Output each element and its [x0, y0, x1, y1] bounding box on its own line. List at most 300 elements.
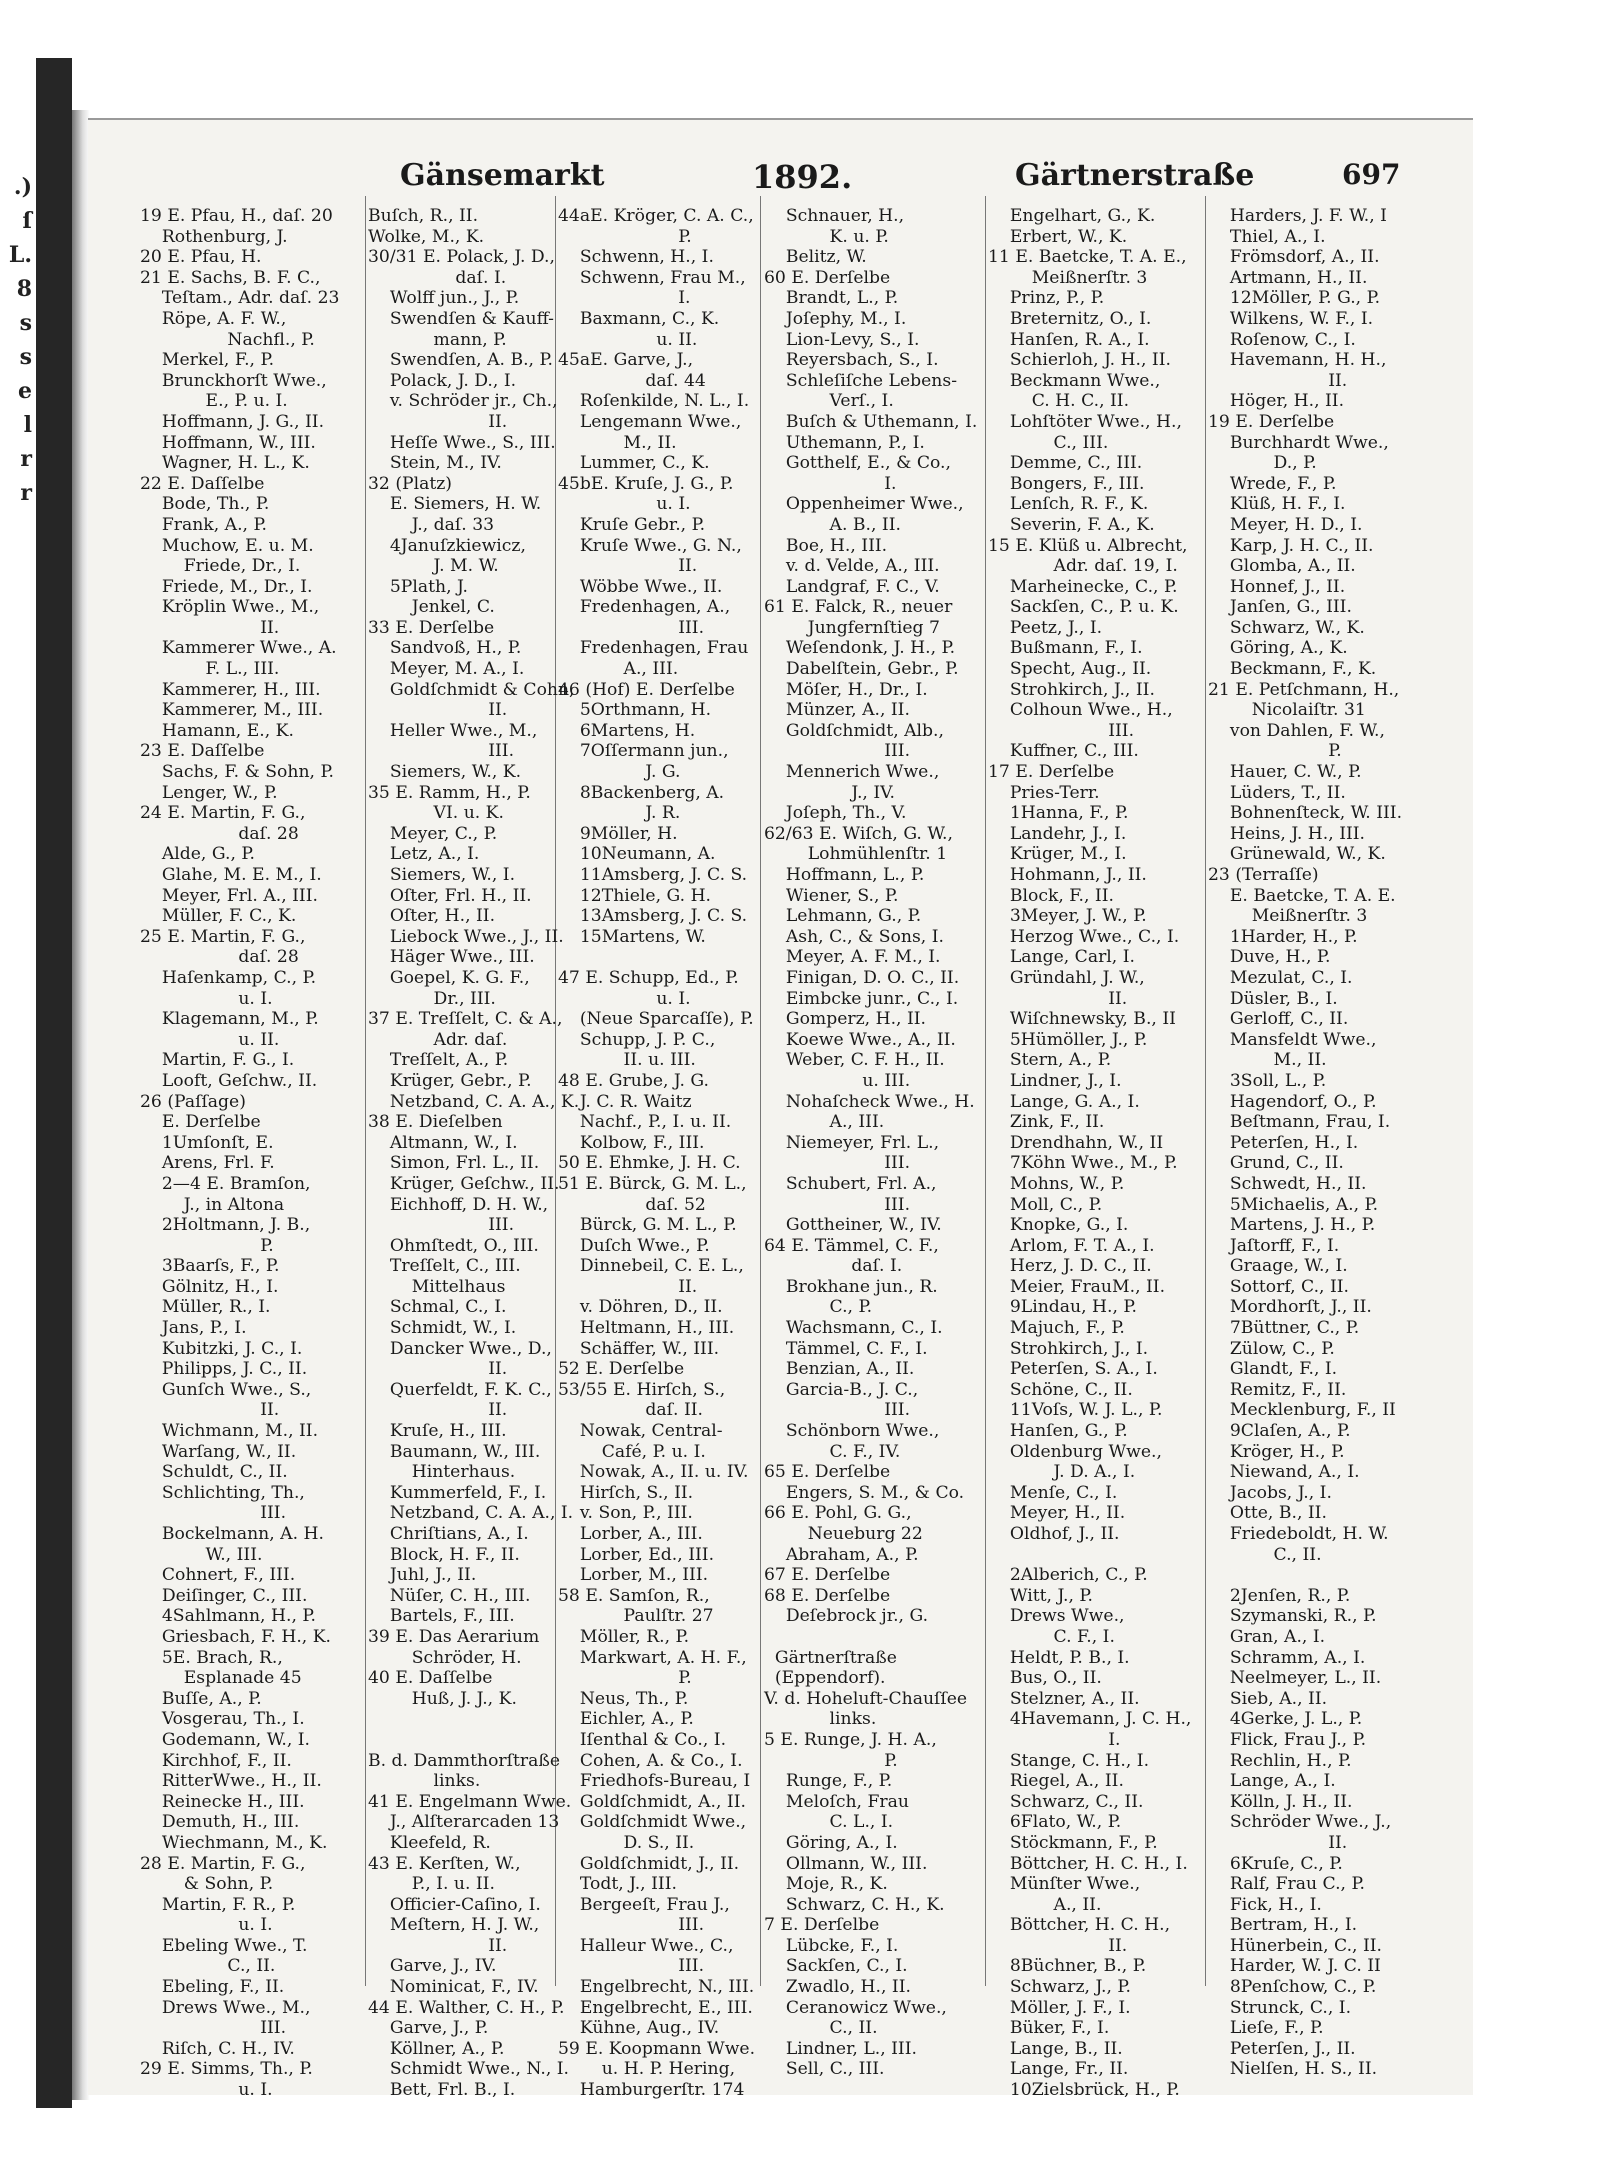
directory-entry-line: P.	[558, 226, 692, 247]
directory-entry-line: Burchhardt Wwe.,	[1208, 432, 1389, 453]
previous-page-edge	[0, 170, 36, 550]
directory-entry-line: Bode, Th., P.	[140, 494, 270, 515]
directory-entry-line: J., Alſterarcaden 13	[368, 1812, 560, 1833]
directory-entry-line: Grünewald, W., K.	[1208, 844, 1386, 865]
entries-column-2	[368, 206, 580, 2101]
directory-entry-line: Artmann, H., II.	[1208, 267, 1368, 288]
directory-entry-line: Adr. daſ. 19, I.	[988, 556, 1178, 577]
directory-entry-line: Weber, C. F. H., II.	[764, 1050, 945, 1071]
directory-entry-line: Kruſe Gebr., P.	[558, 514, 706, 535]
directory-entry-line: Stern, A., P.	[988, 1050, 1112, 1071]
directory-entry-line: 26 (Paſſage)	[140, 1091, 246, 1112]
directory-entry-line: Böttcher, H. C. H., I.	[988, 1853, 1188, 1874]
directory-entry-line: Zink, F., II.	[988, 1112, 1105, 1133]
directory-entry-line: Schönborn Wwe.,	[764, 1421, 940, 1442]
directory-entry-line: J. M. W.	[368, 556, 499, 577]
directory-entry-line: Engelbrecht, N., III.	[558, 1977, 755, 1998]
directory-entry-line: Kummerfeld, F., I.	[368, 1482, 547, 1503]
directory-entry-line: Schramm, A., I.	[1208, 1647, 1366, 1668]
directory-entry-line: Strunck, C., I.	[1208, 1997, 1352, 2018]
directory-entry-line: Paulſtr. 27	[558, 1606, 714, 1627]
directory-entry-line: Ebeling, F., II.	[140, 1977, 285, 1998]
directory-entry-line: Göring, A., K.	[1208, 638, 1348, 659]
directory-entry-line: Bürck, G. M. L., P.	[558, 1215, 737, 1236]
directory-entry-line: Demme, C., III.	[988, 453, 1143, 474]
directory-entry-line: Lenſch, R. F., K.	[988, 494, 1149, 515]
directory-entry-line: II.	[1208, 1832, 1348, 1853]
directory-entry-line: Peterſen, S. A., I.	[988, 1359, 1158, 1380]
directory-entry-line: Sottorf, C., II.	[1208, 1276, 1349, 1297]
directory-entry-line: P.	[558, 1668, 692, 1689]
directory-entry-line: Honnef, J., II.	[1208, 576, 1346, 597]
directory-entry-line: 59 E. Koopmann Wwe.	[558, 2038, 756, 2059]
directory-entry-line: III.	[558, 617, 705, 638]
directory-entry-line: 11Amsberg, J. C. S.	[558, 865, 748, 885]
directory-entry-line: Martens, J. H., P.	[1208, 1215, 1376, 1236]
directory-entry-line: Hamann, E., K.	[140, 720, 294, 741]
directory-entry-line: 33 E. Derſelbe	[368, 617, 495, 638]
directory-entry-line: 51 E. Bürck, G. M. L.,	[558, 1173, 747, 1194]
directory-entry-line: Glomba, A., II.	[1208, 556, 1356, 577]
directory-entry-line: Friede, M., Dr., I.	[140, 576, 313, 597]
directory-entry-line: 39 E. Das Aerarium	[368, 1626, 540, 1647]
directory-entry-line: u. I.	[558, 988, 691, 1009]
directory-entry-line: Büker, F., I.	[988, 2018, 1110, 2039]
directory-entry-line: Sell, C., III.	[764, 2059, 885, 2080]
previous-page-fragment: s	[19, 310, 32, 336]
directory-entry-line: Jungfernſtieg 7	[764, 617, 940, 638]
directory-entry-line: Harder, W. J. C. II	[1208, 1956, 1381, 1977]
directory-entry-line: Garcia-B., J. C.,	[764, 1379, 919, 1400]
directory-entry-line: B. d. Dammthorſtraße	[368, 1750, 561, 1771]
directory-entry-line: Friedeboldt, H. W.	[1208, 1524, 1389, 1544]
directory-entry-line: 41 E. Engelmann Wwe.	[368, 1791, 572, 1812]
directory-entry-line: Bett, Frl. B., I.	[368, 2080, 516, 2101]
directory-entry-line: Lorber, A., III.	[558, 1524, 703, 1544]
directory-entry-line: Goldſchmidt, Alb.,	[764, 720, 944, 741]
directory-entry-line: Röpe, A. F. W.,	[140, 308, 287, 329]
directory-entry-line: Stange, C. H., I.	[988, 1750, 1150, 1771]
directory-entry-line: Gran, A., I.	[1208, 1626, 1326, 1647]
directory-entry-line: 12Möller, P. G., P.	[1208, 288, 1381, 309]
directory-entry-line: Kruſe, H., III.	[368, 1421, 507, 1442]
directory-entry-line: Nielſen, H. S., II.	[1208, 2059, 1378, 2080]
directory-entry-line: Swendſen, A. B., P.	[368, 350, 554, 371]
directory-entry-line: Otte, B., II.	[1208, 1503, 1327, 1524]
directory-entry-line: 1Hanna, F., P.	[988, 803, 1129, 824]
directory-entry-line: 4Havemann, J. C. H.,	[988, 1709, 1192, 1730]
directory-entry-line: 2—4 E. Bramſon,	[140, 1173, 311, 1194]
directory-entry-line: Glahe, M. E. M., I.	[140, 865, 322, 885]
directory-entry-line: Wagner, H. L., K.	[140, 453, 310, 474]
directory-entry-line: 21 E. Sachs, B. F. C.,	[140, 267, 321, 288]
directory-entry-line: Häger Wwe., III.	[368, 947, 535, 968]
directory-entry-line: Wiener, S., P.	[764, 885, 899, 906]
directory-entry-line: 3Soll, L., P.	[1208, 1070, 1327, 1091]
directory-entry-line: daſ. 28	[140, 823, 299, 844]
directory-entry-line: Moje, R., K.	[764, 1874, 888, 1895]
directory-entry-line: Zülow, C., P.	[1208, 1338, 1335, 1359]
directory-entry-line: Officier-Caſino, I.	[368, 1894, 541, 1915]
directory-entry-line: Schleſiſche Lebens-	[764, 370, 957, 391]
directory-entry-line: Nohaſcheck Wwe., H.	[764, 1091, 975, 1112]
directory-entry-line: 5Hümöller, J., P.	[988, 1029, 1148, 1050]
directory-entry-line: Szymanski, R., P.	[1208, 1606, 1377, 1627]
directory-entry-line: Möller, R., P.	[558, 1626, 690, 1647]
directory-entry-line: Remitz, F., II.	[1208, 1379, 1347, 1400]
directory-entry-line: Flick, Frau J., P.	[1208, 1729, 1367, 1750]
directory-entry-line: E. Derſelbe	[140, 1112, 261, 1133]
directory-entry-line: Hoffmann, J. G., II.	[140, 411, 325, 432]
directory-entry-line: Menſe, C., I.	[988, 1482, 1118, 1503]
directory-entry-line: 67 E. Derſelbe	[764, 1565, 891, 1586]
directory-entry-line: Karp, J. H. C., II.	[1208, 535, 1374, 556]
directory-entry-line: Schmidt, W., I.	[368, 1318, 517, 1339]
directory-entry-line: Lion-Levy, S., I.	[764, 329, 920, 350]
directory-entry-line: Nicolaiſtr. 31	[1208, 700, 1366, 721]
directory-entry-line: 44 E. Walther, C. H., P.	[368, 1997, 565, 2018]
directory-entry-line: Simon, Frl. L., II.	[368, 1153, 540, 1174]
directory-entry-line: Hamburgerſtr. 174	[558, 2080, 745, 2101]
directory-entry-line: 5Michaelis, A., P.	[1208, 1194, 1379, 1215]
directory-entry-line	[368, 1730, 553, 1751]
directory-entry-line: 4Sahlmann, H., P.	[140, 1606, 316, 1627]
directory-entry-line: Lengemann Wwe.,	[558, 411, 742, 432]
directory-entry-line: (Neue Sparcaſſe), P.	[558, 1009, 754, 1030]
directory-entry-line: I.	[988, 1729, 1121, 1750]
directory-entry-line: E., P. u. I.	[140, 391, 288, 412]
directory-entry-line: 46 (Hof) E. Derſelbe	[558, 679, 735, 700]
directory-entry-line: Meißnerſtr. 3	[1208, 906, 1368, 927]
directory-entry-line: III.	[988, 720, 1135, 741]
directory-entry-line: Fredenhagen, A.,	[558, 597, 731, 618]
directory-entry-line: Kuffner, C., III.	[988, 741, 1139, 762]
directory-entry-line: Letz, A., I.	[368, 844, 480, 865]
directory-entry-line: Siemers, W., I.	[368, 865, 516, 885]
directory-entry-line: II.	[368, 1935, 508, 1956]
directory-entry-line: Sieb, A., II.	[1208, 1688, 1328, 1709]
directory-entry-line: 65 E. Derſelbe	[764, 1462, 891, 1483]
directory-entry-line: 23 (Terraſſe)	[1208, 865, 1319, 885]
directory-entry-line: Peterſen, H., I.	[1208, 1132, 1359, 1153]
directory-entry-line: J. G.	[558, 762, 681, 783]
directory-entry-line: Lange, Fr., II.	[988, 2059, 1129, 2080]
directory-entry-line: Schlichting, Th.,	[140, 1482, 305, 1503]
directory-entry-line: Arlom, F. T. A., I.	[988, 1235, 1155, 1256]
directory-entry-line: Prinz, P., P.	[988, 288, 1105, 309]
previous-page-fragment: s	[19, 344, 32, 370]
directory-entry-line: 9Lindau, H., P.	[988, 1297, 1137, 1318]
directory-entry-line: II.	[140, 617, 280, 638]
directory-entry-line: II.	[368, 700, 508, 721]
entries-column-4	[764, 206, 982, 2080]
directory-entry-line: Schmal, C., I.	[368, 1297, 507, 1318]
directory-entry-line: Frank, A., P.	[140, 514, 267, 535]
directory-entry-line: Strohkirch, J., I.	[988, 1338, 1149, 1359]
directory-entry-line: Schöne, C., II.	[988, 1379, 1133, 1400]
directory-entry-line: 5E. Brach, R.,	[140, 1647, 283, 1668]
directory-entry-line: Krüger, Geſchw., II.	[368, 1173, 560, 1194]
directory-entry-line	[1208, 1565, 1470, 1586]
directory-entry-line: daſ. 28	[140, 947, 299, 968]
directory-entry-line: Verſ., I.	[764, 391, 894, 412]
directory-entry-line: Schwenn, Frau M.,	[558, 267, 746, 288]
directory-entry-line: u. III.	[764, 1070, 911, 1091]
directory-entry-line: Dr., III.	[368, 988, 496, 1009]
directory-entry-line: Philipps, J. C., II.	[140, 1359, 308, 1380]
directory-entry-line: Lübcke, F., I.	[764, 1935, 899, 1956]
directory-entry-line: Beckmann Wwe.,	[988, 370, 1161, 391]
directory-entry-line: Kammerer, M., III.	[140, 700, 324, 721]
directory-entry-line: P.	[1208, 741, 1342, 762]
directory-entry-line: Ash, C., & Sons, I.	[764, 926, 944, 947]
directory-entry-line: Demuth, H., III.	[140, 1812, 300, 1833]
directory-entry-line: Gärtnerſtraße	[764, 1647, 897, 1668]
directory-entry-line: Engers, S. M., & Co.	[764, 1482, 965, 1503]
directory-entry-line: u. II.	[140, 1029, 280, 1050]
directory-entry-line: Harders, J. F. W., I	[1208, 206, 1387, 226]
directory-entry-line: J. D. A., I.	[988, 1462, 1136, 1483]
directory-entry-line: Oſter, H., II.	[368, 906, 496, 927]
directory-entry-line: Münzer, A., II.	[764, 700, 910, 721]
directory-entry-line: 15Martens, W.	[558, 926, 706, 947]
directory-entry-line: Block, H. F., II.	[368, 1544, 520, 1565]
directory-entry-line: Riegel, A., II.	[988, 1771, 1124, 1792]
directory-entry-line: Havemann, H. H.,	[1208, 350, 1387, 371]
directory-entry-line: K. u. P.	[764, 226, 889, 247]
directory-entry-line: Bergeeſt, Frau J.,	[558, 1894, 730, 1915]
previous-page-fragment: .)	[13, 174, 32, 200]
directory-entry-line: Beckmann, F., K.	[1208, 659, 1377, 680]
directory-entry-line: Schröder Wwe., J.,	[1208, 1812, 1392, 1833]
directory-entry-line: II.	[1208, 370, 1348, 391]
directory-entry-line: II.	[988, 1935, 1128, 1956]
directory-entry-line: Bongers, F., III.	[988, 473, 1145, 494]
directory-entry-line: Mordhorſt, J., II.	[1208, 1297, 1372, 1318]
book-binding	[36, 58, 72, 2108]
directory-entry-line: Haſenkamp, C., P.	[140, 967, 317, 988]
directory-entry-line: C. F., IV.	[764, 1441, 901, 1462]
directory-entry-line: Zwadlo, H., II.	[764, 1977, 911, 1998]
directory-entry-line: daſ. 52	[558, 1194, 706, 1215]
directory-entry-line: Specht, Aug., II.	[988, 659, 1152, 680]
column-divider	[555, 196, 556, 1986]
entries-column-3	[558, 206, 758, 2101]
directory-entry-line: A. B., II.	[764, 514, 901, 535]
directory-entry-line: J., in Altona	[140, 1194, 285, 1215]
entries-column-1	[140, 206, 362, 2101]
directory-entry-line	[988, 1545, 1203, 1566]
directory-entry-line: Jacobs, J., I.	[1208, 1482, 1332, 1503]
directory-entry-line: Tämmel, C. F., I.	[764, 1338, 928, 1359]
directory-entry-line: Wichmann, M., II.	[140, 1421, 319, 1442]
directory-entry-line: M., II.	[1208, 1050, 1327, 1071]
directory-entry-line: 24 E. Martin, F. G.,	[140, 803, 306, 824]
directory-entry-line: Erbert, W., K.	[988, 226, 1128, 247]
directory-entry-line: Swendſen & Kauff-	[368, 308, 554, 329]
directory-entry-line: Markwart, A. H. F.,	[558, 1647, 747, 1668]
directory-entry-line: 8Büchner, B., P.	[988, 1956, 1147, 1977]
directory-entry-line: Treſſelt, A., P.	[368, 1050, 509, 1071]
directory-entry-line: Siemers, W., K.	[368, 762, 522, 783]
directory-entry-line: Block, F., II.	[988, 885, 1114, 906]
directory-entry-line: Hünerbein, C., II.	[1208, 1935, 1383, 1956]
directory-entry-line	[368, 1709, 553, 1730]
directory-entry-line: Schmidt Wwe., N., I.	[368, 2059, 570, 2080]
directory-entry-line: Stein, M., IV.	[368, 453, 502, 474]
directory-entry-line: III.	[140, 2018, 287, 2039]
directory-entry-line: Neelmeyer, L., II.	[1208, 1668, 1382, 1689]
directory-entry-line: daſ. I.	[764, 1256, 903, 1277]
directory-entry-line: P.	[140, 1235, 274, 1256]
directory-entry-line: 5Orthmann, H.	[558, 700, 712, 721]
directory-entry-line: Herz, J. D. C., II.	[988, 1256, 1152, 1277]
page-number: 697	[1342, 158, 1401, 191]
directory-entry-line: Hoffmann, W., III.	[140, 432, 316, 453]
directory-entry-line: Stelzner, A., II.	[988, 1688, 1140, 1709]
directory-entry-line: Duſch Wwe., P.	[558, 1235, 710, 1256]
directory-entry-line: Breternitz, O., I.	[988, 308, 1152, 329]
directory-entry-line: Meyer, Frl. A., III.	[140, 885, 318, 906]
directory-entry-line: Netzband, C. A. A., I.	[368, 1503, 574, 1524]
directory-entry-line: Gottheiner, W., IV.	[764, 1215, 942, 1236]
directory-entry-line: Kölln, J. H., II.	[1208, 1791, 1353, 1812]
directory-entry-line: 25 E. Martin, F. G.,	[140, 926, 306, 947]
directory-entry-line: 64 E. Tämmel, C. F.,	[764, 1235, 939, 1256]
directory-entry-line: Goldſchmidt Wwe.,	[558, 1812, 747, 1833]
directory-entry-line: Esplanade 45	[140, 1668, 302, 1689]
directory-entry-line: Wachsmann, C., I.	[764, 1318, 943, 1339]
directory-entry-line: u. H. P. Hering,	[558, 2059, 736, 2080]
directory-entry-line: II.	[368, 1400, 508, 1421]
previous-page-fragment: L.	[8, 242, 32, 268]
directory-entry-line: 10Neumann, A.	[558, 844, 716, 865]
directory-entry-line: Griesbach, F. H., K.	[140, 1626, 332, 1647]
directory-entry-line: Hanſen, G., P.	[988, 1421, 1128, 1442]
directory-entry-line: Reyersbach, S., I.	[764, 350, 939, 371]
directory-entry-line: Mohns, W., P.	[988, 1173, 1125, 1194]
directory-entry-line: J. C. R. Waitz	[558, 1091, 692, 1112]
directory-entry-line: Nowak, Central-	[558, 1421, 723, 1442]
directory-entry-line: Runge, F., P.	[764, 1771, 893, 1792]
directory-entry-line: Vosgerau, Th., I.	[140, 1709, 305, 1730]
previous-page-fragment: 8	[16, 276, 32, 302]
directory-entry-line: I.	[558, 288, 691, 309]
directory-entry-line: Moll, C., P.	[988, 1194, 1103, 1215]
directory-entry-line: III.	[764, 741, 911, 762]
directory-entry-line: Schnauer, H.,	[764, 206, 905, 226]
directory-entry-line: Heltmann, H., III.	[558, 1318, 735, 1339]
directory-entry-line: Müller, F. C., K.	[140, 906, 297, 927]
column-divider	[365, 196, 366, 1986]
directory-entry-line: 11 E. Baetcke, T. A. E.,	[988, 247, 1187, 268]
directory-entry-line: Lummer, C., K.	[558, 453, 710, 474]
directory-entry-line: Buſch & Uthemann, I.	[764, 411, 978, 432]
directory-entry-line: Meyer, C., P.	[368, 823, 498, 844]
directory-entry-line: Café, P. u. I.	[558, 1441, 706, 1462]
directory-entry-line: Todt, J., III.	[558, 1874, 677, 1895]
directory-entry-line: 28 E. Martin, F. G.,	[140, 1853, 306, 1874]
directory-entry-line: 7Köhn Wwe., M., P.	[988, 1153, 1178, 1174]
directory-entry-line: 15 E. Klüß u. Albrecht,	[988, 535, 1188, 556]
directory-entry-line: 2Jenſen, R., P.	[1208, 1585, 1351, 1606]
directory-entry-line: Niemeyer, Frl. L.,	[764, 1132, 940, 1153]
directory-entry-line	[558, 947, 758, 968]
directory-entry-line: 38 E. Dieſelben	[368, 1112, 503, 1133]
previous-page-fragment: r	[20, 446, 32, 472]
directory-entry-line: Gründahl, J. W.,	[988, 967, 1145, 988]
directory-entry-line: Eimbcke junr., C., I.	[764, 988, 959, 1009]
header-street-left: Gänsemarkt	[400, 158, 605, 193]
directory-entry-line: Gunſch Wwe., S.,	[140, 1379, 312, 1400]
directory-entry-line: Pries-Terr.	[988, 782, 1100, 803]
directory-entry-line: Jaſtorff, F., I.	[1208, 1235, 1340, 1256]
directory-entry-line: 52 E. Derſelbe	[558, 1359, 685, 1380]
entries-column-5	[988, 206, 1203, 2101]
directory-entry-line: Duve, H., P.	[1208, 947, 1331, 968]
directory-entry-line: J. R.	[558, 803, 681, 824]
directory-entry-line: Lange, Carl, I.	[988, 947, 1135, 968]
directory-entry-line: 12Thiele, G. H.	[558, 885, 712, 906]
directory-entry-line: Engelbrecht, E., III.	[558, 1997, 753, 2018]
directory-entry-line: C., P.	[764, 1297, 873, 1318]
directory-entry-line: u. I.	[140, 988, 273, 1009]
directory-entry-line: links.	[764, 1709, 877, 1730]
directory-entry-line: VI. u. K.	[368, 803, 504, 824]
directory-entry-line: III.	[558, 1956, 705, 1977]
directory-entry-line: Lange, B., II.	[988, 2038, 1123, 2059]
directory-entry-line: daſ. II.	[558, 1400, 703, 1421]
directory-entry-line: Mecklenburg, F., II	[1208, 1400, 1396, 1421]
directory-entry-line: 5 E. Runge, J. H. A.,	[764, 1729, 937, 1750]
directory-entry-line: J., daſ. 33	[368, 514, 495, 535]
directory-entry-line: Gerloff, C., II.	[1208, 1009, 1349, 1030]
directory-entry-line: A., III.	[558, 659, 679, 680]
directory-entry-line: Hauer, C. W., P.	[1208, 762, 1362, 783]
directory-entry-line: Meſtern, H. J. W.,	[368, 1915, 540, 1936]
directory-entry-line: 48 E. Grube, J. G.	[558, 1070, 709, 1091]
directory-entry-line: Marheinecke, C., P.	[988, 576, 1178, 597]
directory-entry-line: Kammerer, H., III.	[140, 679, 321, 700]
directory-entry-line: Bockelmann, A. H.	[140, 1524, 324, 1544]
directory-entry-line: Schäffer, W., III.	[558, 1338, 720, 1359]
directory-entry-line: v. Döhren, D., II.	[558, 1297, 723, 1318]
directory-entry-line: Schuldt, C., II.	[140, 1462, 288, 1483]
directory-entry-line: Severin, F. A., K.	[988, 514, 1155, 535]
directory-entry-line: 10Zielsbrück, H., P.	[988, 2080, 1180, 2101]
directory-entry-line: Wilkens, W. F., I.	[1208, 308, 1374, 329]
directory-entry-line: Drendhahn, W., II	[988, 1132, 1164, 1153]
directory-entry-line: Bohnenſteck, W. III.	[1208, 803, 1403, 824]
directory-entry-line: D. S., II.	[558, 1832, 695, 1853]
directory-entry-line: 20 E. Pfau, H.	[140, 247, 262, 268]
directory-entry-line: Goepel, K. G. F.,	[368, 967, 530, 988]
directory-entry-line: Landgraf, F. C., V.	[764, 576, 940, 597]
directory-entry-line: Meyer, M. A., I.	[368, 659, 525, 680]
directory-entry-line: daſ. 44	[558, 370, 706, 391]
directory-entry-line: Landehr, J., I.	[988, 823, 1127, 844]
directory-entry-line: Düsler, B., I.	[1208, 988, 1338, 1009]
directory-entry-line: 21 E. Petſchmann, H.,	[1208, 679, 1400, 700]
directory-entry-line: 19 E. Pfau, H., daſ. 20	[140, 206, 333, 226]
directory-entry-line: Krüger, Gebr., P.	[368, 1070, 532, 1091]
directory-entry-line: Wolke, M., K.	[368, 226, 485, 247]
directory-entry-line: 7Oſſermann jun.,	[558, 741, 729, 762]
directory-entry-line: II.	[558, 1276, 698, 1297]
directory-entry-line: Goldſchmidt, J., II.	[558, 1853, 740, 1874]
directory-entry-line: Nachfl., P.	[140, 329, 315, 350]
directory-entry-line: II. u. III.	[558, 1050, 696, 1071]
